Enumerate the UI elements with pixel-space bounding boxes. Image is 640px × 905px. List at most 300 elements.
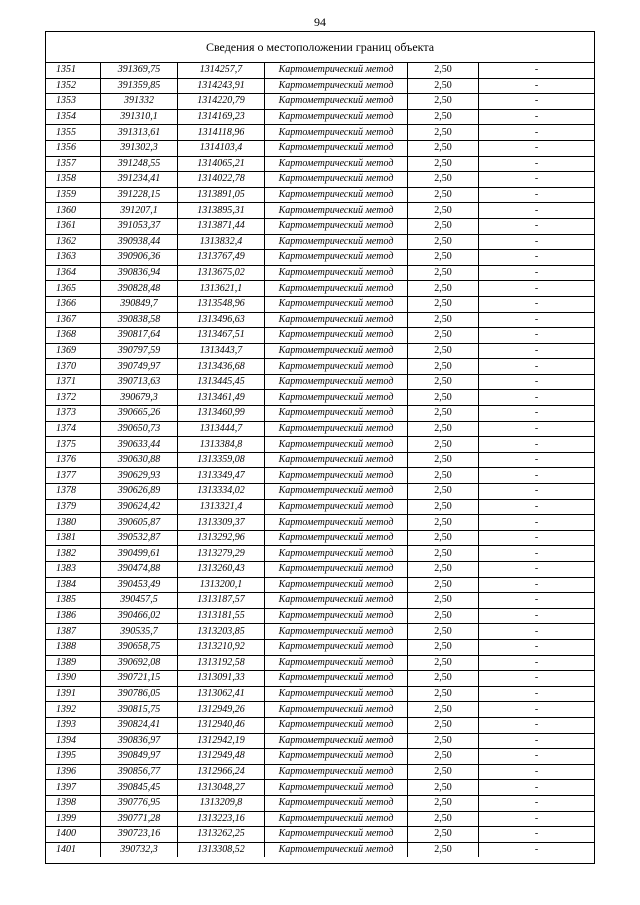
y-coordinate-cell: 1313548,96 <box>178 296 265 312</box>
x-coordinate-cell: 391332 <box>101 94 178 110</box>
x-coordinate-cell: 390906,36 <box>101 250 178 266</box>
table-row <box>46 577 594 593</box>
accuracy-cell: 2,50 <box>408 717 479 733</box>
accuracy-cell: 2,50 <box>408 312 479 328</box>
y-coordinate-cell: 1313262,25 <box>178 827 265 843</box>
table-row <box>46 608 594 624</box>
method-cell: Картометрический метод <box>265 374 408 390</box>
description-cell: - <box>479 218 595 234</box>
method-cell: Картометрический метод <box>265 624 408 640</box>
x-coordinate-cell: 390836,97 <box>101 733 178 749</box>
x-coordinate-cell: 390771,28 <box>101 811 178 827</box>
description-cell: - <box>479 296 595 312</box>
point-number-cell: 1381 <box>46 530 101 546</box>
point-number-cell: 1373 <box>46 406 101 422</box>
method-cell: Картометрический метод <box>265 530 408 546</box>
x-coordinate-cell: 390849,97 <box>101 749 178 765</box>
y-coordinate-cell: 1313192,58 <box>178 655 265 671</box>
x-coordinate-cell: 390650,73 <box>101 421 178 437</box>
table-row <box>46 374 594 390</box>
description-cell: - <box>479 390 595 406</box>
point-number-cell: 1374 <box>46 421 101 437</box>
point-number-cell: 1365 <box>46 281 101 297</box>
accuracy-cell: 2,50 <box>408 593 479 609</box>
point-number-cell: 1357 <box>46 156 101 172</box>
table-row <box>46 562 594 578</box>
y-coordinate-cell: 1313467,51 <box>178 328 265 344</box>
x-coordinate-cell: 390815,75 <box>101 702 178 718</box>
accuracy-cell: 2,50 <box>408 406 479 422</box>
description-cell: - <box>479 94 595 110</box>
point-number-cell: 1387 <box>46 624 101 640</box>
method-cell: Картометрический метод <box>265 593 408 609</box>
x-coordinate-cell: 390776,95 <box>101 795 178 811</box>
description-cell: - <box>479 827 595 843</box>
method-cell: Картометрический метод <box>265 499 408 515</box>
accuracy-cell: 2,50 <box>408 780 479 796</box>
table-row <box>46 624 594 640</box>
point-number-cell: 1369 <box>46 343 101 359</box>
point-number-cell: 1384 <box>46 577 101 593</box>
method-cell: Картометрический метод <box>265 733 408 749</box>
y-coordinate-cell: 1313091,33 <box>178 671 265 687</box>
method-cell: Картометрический метод <box>265 140 408 156</box>
table-row <box>46 780 594 796</box>
point-number-cell: 1389 <box>46 655 101 671</box>
accuracy-cell: 2,50 <box>408 655 479 671</box>
table-row <box>46 125 594 141</box>
x-coordinate-cell: 391234,41 <box>101 172 178 188</box>
description-cell: - <box>479 328 595 344</box>
description-cell: - <box>479 421 595 437</box>
y-coordinate-cell: 1314169,23 <box>178 109 265 125</box>
point-number-cell: 1395 <box>46 749 101 765</box>
description-cell: - <box>479 499 595 515</box>
table-row <box>46 406 594 422</box>
point-number-cell: 1364 <box>46 265 101 281</box>
method-cell: Картометрический метод <box>265 702 408 718</box>
method-cell: Картометрический метод <box>265 109 408 125</box>
y-coordinate-cell: 1313444,7 <box>178 421 265 437</box>
point-number-cell: 1383 <box>46 562 101 578</box>
x-coordinate-cell: 390626,89 <box>101 484 178 500</box>
table-row <box>46 359 594 375</box>
description-cell: - <box>479 406 595 422</box>
y-coordinate-cell: 1312949,26 <box>178 702 265 718</box>
description-cell: - <box>479 780 595 796</box>
y-coordinate-cell: 1313891,05 <box>178 187 265 203</box>
x-coordinate-cell: 391302,3 <box>101 140 178 156</box>
x-coordinate-cell: 390856,77 <box>101 764 178 780</box>
point-number-cell: 1376 <box>46 452 101 468</box>
method-cell: Картометрический метод <box>265 811 408 827</box>
table-row <box>46 421 594 437</box>
y-coordinate-cell: 1313209,8 <box>178 795 265 811</box>
y-coordinate-cell: 1313443,7 <box>178 343 265 359</box>
x-coordinate-cell: 390499,61 <box>101 546 178 562</box>
accuracy-cell: 2,50 <box>408 639 479 655</box>
y-coordinate-cell: 1313308,52 <box>178 842 265 857</box>
accuracy-cell: 2,50 <box>408 390 479 406</box>
y-coordinate-cell: 1313210,92 <box>178 639 265 655</box>
y-coordinate-cell: 1313384,8 <box>178 437 265 453</box>
table-row <box>46 530 594 546</box>
y-coordinate-cell: 1313292,96 <box>178 530 265 546</box>
method-cell: Картометрический метод <box>265 250 408 266</box>
table-row <box>46 281 594 297</box>
point-number-cell: 1386 <box>46 608 101 624</box>
point-number-cell: 1354 <box>46 109 101 125</box>
x-coordinate-cell: 391359,85 <box>101 78 178 94</box>
point-number-cell: 1353 <box>46 94 101 110</box>
accuracy-cell: 2,50 <box>408 250 479 266</box>
point-number-cell: 1363 <box>46 250 101 266</box>
table-row <box>46 452 594 468</box>
y-coordinate-cell: 1313309,37 <box>178 515 265 531</box>
accuracy-cell: 2,50 <box>408 671 479 687</box>
y-coordinate-cell: 1313496,63 <box>178 312 265 328</box>
x-coordinate-cell: 390838,58 <box>101 312 178 328</box>
table-row <box>46 655 594 671</box>
table-row <box>46 593 594 609</box>
description-cell: - <box>479 702 595 718</box>
description-cell: - <box>479 515 595 531</box>
table-row <box>46 203 594 219</box>
description-cell: - <box>479 717 595 733</box>
accuracy-cell: 2,50 <box>408 281 479 297</box>
table-row <box>46 218 594 234</box>
table-row <box>46 140 594 156</box>
accuracy-cell: 2,50 <box>408 328 479 344</box>
y-coordinate-cell: 1312942,19 <box>178 733 265 749</box>
accuracy-cell: 2,50 <box>408 515 479 531</box>
x-coordinate-cell: 390786,05 <box>101 686 178 702</box>
table-row <box>46 109 594 125</box>
point-number-cell: 1379 <box>46 499 101 515</box>
table-row <box>46 63 594 78</box>
x-coordinate-cell: 391369,75 <box>101 63 178 78</box>
table-row <box>46 94 594 110</box>
accuracy-cell: 2,50 <box>408 499 479 515</box>
description-cell: - <box>479 312 595 328</box>
table-heading: Сведения о местоположении границ объекта <box>46 32 594 63</box>
description-cell: - <box>479 764 595 780</box>
table-row <box>46 468 594 484</box>
accuracy-cell: 2,50 <box>408 156 479 172</box>
table-row <box>46 343 594 359</box>
description-cell: - <box>479 624 595 640</box>
table-row <box>46 515 594 531</box>
point-number-cell: 1375 <box>46 437 101 453</box>
description-cell: - <box>479 374 595 390</box>
description-cell: - <box>479 359 595 375</box>
x-coordinate-cell: 390658,75 <box>101 639 178 655</box>
x-coordinate-cell: 390633,44 <box>101 437 178 453</box>
accuracy-cell: 2,50 <box>408 811 479 827</box>
description-cell: - <box>479 343 595 359</box>
point-number-cell: 1362 <box>46 234 101 250</box>
y-coordinate-cell: 1312949,48 <box>178 749 265 765</box>
point-number-cell: 1366 <box>46 296 101 312</box>
table-row <box>46 484 594 500</box>
accuracy-cell: 2,50 <box>408 764 479 780</box>
table-row <box>46 733 594 749</box>
point-number-cell: 1378 <box>46 484 101 500</box>
y-coordinate-cell: 1313359,08 <box>178 452 265 468</box>
method-cell: Картометрический метод <box>265 717 408 733</box>
y-coordinate-cell: 1313062,41 <box>178 686 265 702</box>
x-coordinate-cell: 391053,37 <box>101 218 178 234</box>
x-coordinate-cell: 390828,48 <box>101 281 178 297</box>
method-cell: Картометрический метод <box>265 452 408 468</box>
accuracy-cell: 2,50 <box>408 702 479 718</box>
x-coordinate-cell: 390849,7 <box>101 296 178 312</box>
x-coordinate-cell: 390845,45 <box>101 780 178 796</box>
y-coordinate-cell: 1313895,31 <box>178 203 265 219</box>
accuracy-cell: 2,50 <box>408 63 479 78</box>
point-number-cell: 1399 <box>46 811 101 827</box>
point-number-cell: 1360 <box>46 203 101 219</box>
description-cell: - <box>534 843 539 855</box>
accuracy-cell: 2,50 <box>408 686 479 702</box>
y-coordinate-cell: 1313436,68 <box>178 359 265 375</box>
method-cell: Картометрический метод <box>265 671 408 687</box>
x-coordinate-cell: 390535,7 <box>101 624 178 640</box>
description-cell: - <box>479 156 595 172</box>
x-coordinate-cell: 390713,63 <box>101 374 178 390</box>
method-cell: Картометрический метод <box>265 203 408 219</box>
x-coordinate-cell: 390797,59 <box>101 343 178 359</box>
method-cell: Картометрический метод <box>265 577 408 593</box>
description-cell: - <box>479 437 595 453</box>
accuracy-cell: 2,50 <box>408 608 479 624</box>
method-cell: Картометрический метод <box>265 156 408 172</box>
accuracy-cell: 2,50 <box>408 733 479 749</box>
x-coordinate-cell: 390836,94 <box>101 265 178 281</box>
y-coordinate-cell: 1314257,7 <box>178 63 265 78</box>
method-cell: Картометрический метод <box>265 437 408 453</box>
description-cell: - <box>479 749 595 765</box>
y-coordinate-cell: 1314103,4 <box>178 140 265 156</box>
y-coordinate-cell: 1313621,1 <box>178 281 265 297</box>
accuracy-cell: 2,50 <box>408 546 479 562</box>
point-number-cell: 1368 <box>46 328 101 344</box>
x-coordinate-cell: 390732,3 <box>101 842 178 857</box>
description-cell: - <box>479 546 595 562</box>
x-coordinate-cell: 390723,16 <box>101 827 178 843</box>
method-cell: Картометрический метод <box>265 842 408 857</box>
description-cell: - <box>479 530 595 546</box>
accuracy-cell: 2,50 <box>408 749 479 765</box>
x-coordinate-cell: 390665,26 <box>101 406 178 422</box>
point-number-cell: 1397 <box>46 780 101 796</box>
description-cell: - <box>479 250 595 266</box>
table-row <box>46 187 594 203</box>
point-number-cell: 1359 <box>46 187 101 203</box>
y-coordinate-cell: 1313187,57 <box>178 593 265 609</box>
y-coordinate-cell: 1313460,99 <box>178 406 265 422</box>
point-number-cell: 1393 <box>46 717 101 733</box>
y-coordinate-cell: 1313223,16 <box>178 811 265 827</box>
method-cell: Картометрический метод <box>265 764 408 780</box>
method-cell: Картометрический метод <box>265 281 408 297</box>
table-row <box>46 437 594 453</box>
y-coordinate-cell: 1313260,43 <box>178 562 265 578</box>
y-coordinate-cell: 1313048,27 <box>178 780 265 796</box>
method-cell: Картометрический метод <box>265 780 408 796</box>
description-cell: - <box>479 63 595 78</box>
description-cell: - <box>479 484 595 500</box>
description-cell: - <box>479 234 595 250</box>
y-coordinate-cell: 1314065,21 <box>178 156 265 172</box>
accuracy-cell: 2,50 <box>408 78 479 94</box>
description-cell: - <box>479 140 595 156</box>
point-number-cell: 1380 <box>46 515 101 531</box>
boundary-table-frame <box>45 31 595 864</box>
table-row <box>46 702 594 718</box>
description-cell: - <box>479 686 595 702</box>
table-row <box>46 795 594 811</box>
point-number-cell: 1391 <box>46 686 101 702</box>
method-cell: Картометрический метод <box>265 390 408 406</box>
method-cell: Картометрический метод <box>265 827 408 843</box>
accuracy-cell: 2,50 <box>408 374 479 390</box>
y-coordinate-cell: 1314243,91 <box>178 78 265 94</box>
table-row <box>46 811 594 827</box>
accuracy-cell: 2,50 <box>408 265 479 281</box>
point-number-cell: 1351 <box>46 63 101 78</box>
x-coordinate-cell: 390817,64 <box>101 328 178 344</box>
accuracy-cell: 2,50 <box>408 125 479 141</box>
point-number-cell: 1371 <box>46 374 101 390</box>
point-number-cell: 1396 <box>46 764 101 780</box>
method-cell: Картометрический метод <box>265 468 408 484</box>
accuracy-cell: 2,50 <box>408 827 479 843</box>
coordinates-table-body <box>46 63 594 857</box>
accuracy-cell: 2,50 <box>408 359 479 375</box>
accuracy-cell: 2,50 <box>408 187 479 203</box>
x-coordinate-cell: 390824,41 <box>101 717 178 733</box>
point-number-cell: 1398 <box>46 795 101 811</box>
method-cell: Картометрический метод <box>265 328 408 344</box>
table-row <box>46 78 594 94</box>
description-cell: - <box>479 562 595 578</box>
method-cell: Картометрический метод <box>265 359 408 375</box>
point-number-cell: 1367 <box>46 312 101 328</box>
table-row <box>46 749 594 765</box>
x-coordinate-cell: 390466,02 <box>101 608 178 624</box>
x-coordinate-cell: 390938,44 <box>101 234 178 250</box>
point-number-cell: 1392 <box>46 702 101 718</box>
method-cell: Картометрический метод <box>265 94 408 110</box>
table-row <box>46 234 594 250</box>
accuracy-cell: 2,50 <box>408 437 479 453</box>
table-row <box>46 390 594 406</box>
description-cell: - <box>479 78 595 94</box>
method-cell: Картометрический метод <box>265 63 408 78</box>
x-coordinate-cell: 391228,15 <box>101 187 178 203</box>
y-coordinate-cell: 1314220,79 <box>178 94 265 110</box>
x-coordinate-cell: 390474,88 <box>101 562 178 578</box>
y-coordinate-cell: 1313349,47 <box>178 468 265 484</box>
method-cell: Картометрический метод <box>265 686 408 702</box>
x-coordinate-cell: 390605,87 <box>101 515 178 531</box>
y-coordinate-cell: 1312966,24 <box>178 764 265 780</box>
point-number-cell: 1394 <box>46 733 101 749</box>
method-cell: Картометрический метод <box>265 78 408 94</box>
accuracy-cell: 2,50 <box>408 218 479 234</box>
point-number-cell: 1377 <box>46 468 101 484</box>
point-number-cell: 1401 <box>46 842 101 857</box>
x-coordinate-cell: 390630,88 <box>101 452 178 468</box>
x-coordinate-cell: 390457,5 <box>101 593 178 609</box>
table-row <box>46 686 594 702</box>
accuracy-cell: 2,50 <box>408 172 479 188</box>
accuracy-cell: 2,50 <box>408 795 479 811</box>
x-coordinate-cell: 390629,93 <box>101 468 178 484</box>
x-coordinate-cell: 390453,49 <box>101 577 178 593</box>
table-row <box>46 312 594 328</box>
y-coordinate-cell: 1313200,1 <box>178 577 265 593</box>
table-row <box>46 328 594 344</box>
method-cell: Картометрический метод <box>265 546 408 562</box>
accuracy-cell: 2,50 <box>408 343 479 359</box>
coordinates-table <box>46 63 594 857</box>
table-row <box>46 671 594 687</box>
y-coordinate-cell: 1312940,46 <box>178 717 265 733</box>
y-coordinate-cell: 1313321,4 <box>178 499 265 515</box>
point-number-cell: 1358 <box>46 172 101 188</box>
point-number-cell: 1382 <box>46 546 101 562</box>
description-cell: - <box>479 811 595 827</box>
x-coordinate-cell: 390749,97 <box>101 359 178 375</box>
method-cell: Картометрический метод <box>265 296 408 312</box>
table-row <box>46 172 594 188</box>
y-coordinate-cell: 1313461,49 <box>178 390 265 406</box>
method-cell: Картометрический метод <box>265 343 408 359</box>
method-cell: Картометрический метод <box>265 421 408 437</box>
description-cell: - <box>479 172 595 188</box>
page-number: 94 <box>314 15 326 29</box>
point-number-cell: 1372 <box>46 390 101 406</box>
method-cell: Картометрический метод <box>265 187 408 203</box>
x-coordinate-cell: 390532,87 <box>101 530 178 546</box>
description-cell: - <box>479 795 595 811</box>
description-cell: - <box>479 608 595 624</box>
accuracy-cell: 2,50 <box>408 203 479 219</box>
accuracy-cell: 2,50 <box>408 842 479 857</box>
description-cell: - <box>479 203 595 219</box>
description-cell: - <box>479 655 595 671</box>
x-coordinate-cell: 390721,15 <box>101 671 178 687</box>
description-cell: - <box>479 733 595 749</box>
point-number-cell: 1355 <box>46 125 101 141</box>
method-cell: Картометрический метод <box>265 639 408 655</box>
y-coordinate-cell: 1313871,44 <box>178 218 265 234</box>
accuracy-cell: 2,50 <box>408 94 479 110</box>
method-cell: Картометрический метод <box>265 125 408 141</box>
y-coordinate-cell: 1313279,29 <box>178 546 265 562</box>
x-coordinate-cell: 391313,61 <box>101 125 178 141</box>
description-cell: - <box>479 125 595 141</box>
table-row <box>46 250 594 266</box>
description-cell: - <box>479 452 595 468</box>
accuracy-cell: 2,50 <box>408 109 479 125</box>
accuracy-cell: 2,50 <box>408 452 479 468</box>
accuracy-cell: 2,50 <box>408 140 479 156</box>
method-cell: Картометрический метод <box>265 562 408 578</box>
table-row <box>46 296 594 312</box>
